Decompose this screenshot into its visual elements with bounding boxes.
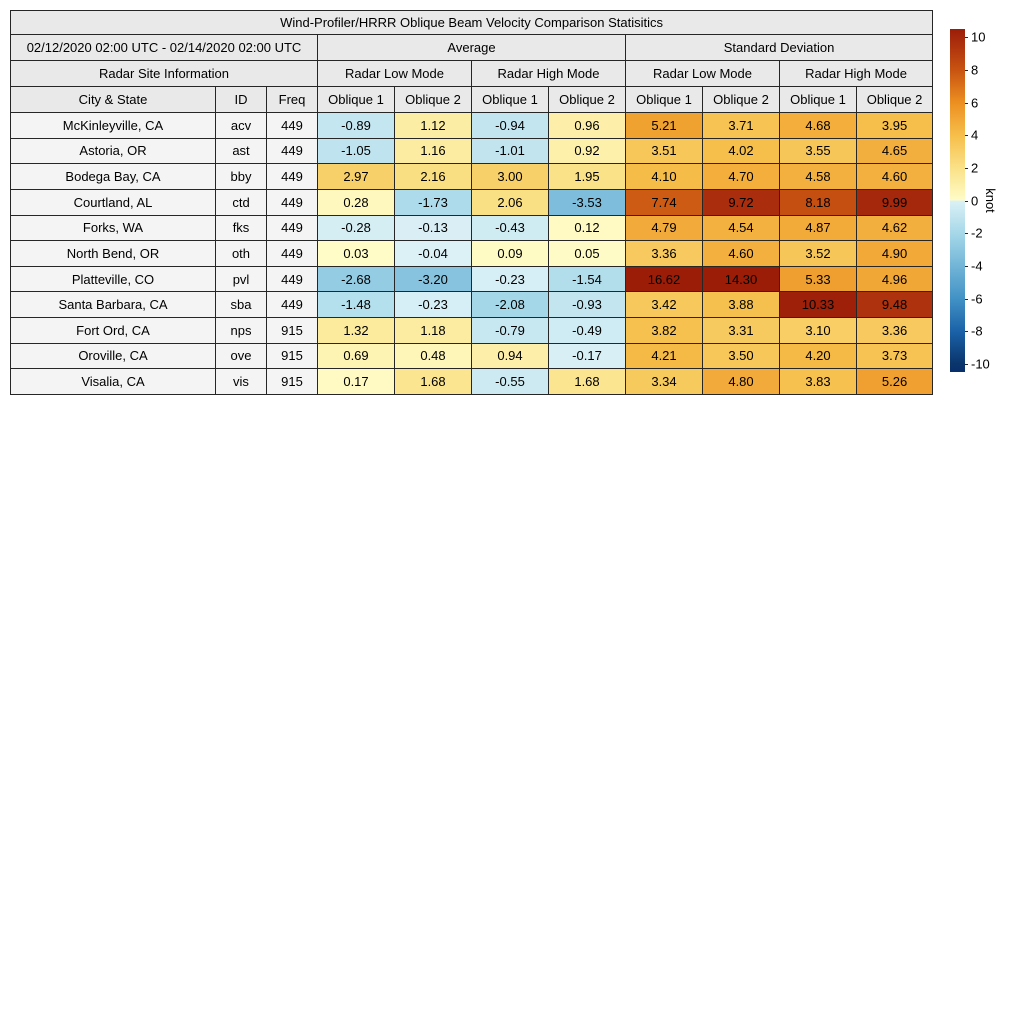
colorbar-tick-label: 2 bbox=[971, 160, 979, 176]
city-cell: North Bend, OR bbox=[11, 241, 216, 267]
colorbar-tick bbox=[965, 37, 968, 38]
value-cell: -0.23 bbox=[395, 292, 472, 318]
value-cell: -3.20 bbox=[395, 266, 472, 292]
value-cell: 2.16 bbox=[395, 164, 472, 190]
id-cell: ast bbox=[216, 138, 267, 164]
value-cell: 0.94 bbox=[472, 343, 549, 369]
value-cell: 1.16 bbox=[395, 138, 472, 164]
value-cell: 4.60 bbox=[857, 164, 933, 190]
table-row bbox=[11, 215, 933, 241]
colorbar-tick bbox=[965, 331, 968, 332]
id-cell: pvl bbox=[216, 266, 267, 292]
table-row bbox=[11, 113, 933, 139]
freq-cell: 915 bbox=[267, 369, 318, 395]
colorbar-tick bbox=[965, 70, 968, 71]
id-cell: ove bbox=[216, 343, 267, 369]
freq-cell: 449 bbox=[267, 241, 318, 267]
value-cell: 10.33 bbox=[780, 292, 857, 318]
freq-cell: 449 bbox=[267, 164, 318, 190]
table-row bbox=[11, 138, 933, 164]
colorbar-tick bbox=[965, 201, 968, 202]
table-row bbox=[11, 164, 933, 190]
oblique1-column-header: Oblique 1 bbox=[472, 87, 549, 113]
id-cell: fks bbox=[216, 215, 267, 241]
value-cell: 1.32 bbox=[318, 318, 395, 344]
colorbar-tick-label: -10 bbox=[971, 356, 990, 372]
value-cell: -1.05 bbox=[318, 138, 395, 164]
oblique1-column-header: Oblique 1 bbox=[626, 87, 703, 113]
value-cell: -0.49 bbox=[549, 318, 626, 344]
colorbar-tick-label: -8 bbox=[971, 323, 983, 339]
table-row bbox=[11, 189, 933, 215]
oblique-beam-velocity-table bbox=[10, 10, 933, 395]
std-low-mode-header: Radar Low Mode bbox=[626, 61, 780, 87]
value-cell: 1.18 bbox=[395, 318, 472, 344]
value-cell: -3.53 bbox=[549, 189, 626, 215]
column-header-row bbox=[11, 87, 933, 113]
colorbar-tick-label: -6 bbox=[971, 291, 983, 306]
value-cell: -0.04 bbox=[395, 241, 472, 267]
value-cell: 3.31 bbox=[703, 318, 780, 344]
freq-column-header: Freq bbox=[267, 87, 318, 113]
value-cell: 3.36 bbox=[626, 241, 703, 267]
id-cell: oth bbox=[216, 241, 267, 267]
oblique1-column-header: Oblique 1 bbox=[780, 87, 857, 113]
colorbar-tick-label: 10 bbox=[971, 29, 986, 45]
value-cell: -1.48 bbox=[318, 292, 395, 318]
value-cell: 0.09 bbox=[472, 241, 549, 267]
value-cell: -0.43 bbox=[472, 215, 549, 241]
value-cell: -0.94 bbox=[472, 113, 549, 139]
value-cell: 0.48 bbox=[395, 343, 472, 369]
freq-cell: 449 bbox=[267, 215, 318, 241]
statistics-table bbox=[10, 10, 933, 395]
value-cell: 0.28 bbox=[318, 189, 395, 215]
freq-cell: 449 bbox=[267, 138, 318, 164]
colorbar-unit-label: knot bbox=[982, 188, 998, 213]
freq-cell: 449 bbox=[267, 266, 318, 292]
value-cell: 3.88 bbox=[703, 292, 780, 318]
value-cell: 0.03 bbox=[318, 241, 395, 267]
value-cell: -0.79 bbox=[472, 318, 549, 344]
value-cell: 3.00 bbox=[472, 164, 549, 190]
value-cell: 0.92 bbox=[549, 138, 626, 164]
value-cell: 4.90 bbox=[857, 241, 933, 267]
value-cell: 7.74 bbox=[626, 189, 703, 215]
avg-low-mode-header: Radar Low Mode bbox=[318, 61, 472, 87]
value-cell: 0.69 bbox=[318, 343, 395, 369]
value-cell: 3.10 bbox=[780, 318, 857, 344]
colorbar-unit-label-wrap bbox=[980, 29, 1000, 372]
table-row bbox=[11, 318, 933, 344]
average-group-header: Average bbox=[318, 35, 626, 61]
id-cell: bby bbox=[216, 164, 267, 190]
value-cell: 3.42 bbox=[626, 292, 703, 318]
value-cell: 5.21 bbox=[626, 113, 703, 139]
value-cell: 3.55 bbox=[780, 138, 857, 164]
value-cell: 4.65 bbox=[857, 138, 933, 164]
value-cell: -0.89 bbox=[318, 113, 395, 139]
freq-cell: 449 bbox=[267, 292, 318, 318]
value-cell: 8.18 bbox=[780, 189, 857, 215]
colorbar-tick-label: -2 bbox=[971, 225, 983, 241]
colorbar-tick bbox=[965, 364, 968, 365]
colorbar-tick bbox=[965, 135, 968, 136]
oblique1-column-header: Oblique 1 bbox=[318, 87, 395, 113]
id-cell: vis bbox=[216, 369, 267, 395]
value-cell: 4.58 bbox=[780, 164, 857, 190]
value-cell: -0.17 bbox=[549, 343, 626, 369]
oblique2-column-header: Oblique 2 bbox=[549, 87, 626, 113]
mode-header-row bbox=[11, 61, 933, 87]
value-cell: -2.08 bbox=[472, 292, 549, 318]
value-cell: 4.79 bbox=[626, 215, 703, 241]
value-cell: 1.68 bbox=[395, 369, 472, 395]
colorbar-tick bbox=[965, 168, 968, 169]
std-dev-group-header: Standard Deviation bbox=[626, 35, 933, 61]
value-cell: 3.50 bbox=[703, 343, 780, 369]
value-cell: 0.05 bbox=[549, 241, 626, 267]
value-cell: 0.17 bbox=[318, 369, 395, 395]
oblique2-column-header: Oblique 2 bbox=[857, 87, 933, 113]
value-cell: 4.96 bbox=[857, 266, 933, 292]
table-row bbox=[11, 292, 933, 318]
value-cell: 3.34 bbox=[626, 369, 703, 395]
value-cell: 3.95 bbox=[857, 113, 933, 139]
table-row bbox=[11, 369, 933, 395]
value-cell: 3.83 bbox=[780, 369, 857, 395]
title-row bbox=[11, 11, 933, 35]
value-cell: -0.13 bbox=[395, 215, 472, 241]
city-cell: Fort Ord, CA bbox=[11, 318, 216, 344]
id-cell: ctd bbox=[216, 189, 267, 215]
value-cell: 3.36 bbox=[857, 318, 933, 344]
value-cell: 5.33 bbox=[780, 266, 857, 292]
value-cell: 9.72 bbox=[703, 189, 780, 215]
table-row bbox=[11, 241, 933, 267]
city-cell: Santa Barbara, CA bbox=[11, 292, 216, 318]
value-cell: 3.73 bbox=[857, 343, 933, 369]
colorbar-tick-label: 0 bbox=[971, 193, 979, 208]
colorbar-tick bbox=[965, 266, 968, 267]
value-cell: 14.30 bbox=[703, 266, 780, 292]
colorbar-tick-label: 8 bbox=[971, 62, 979, 78]
value-cell: 4.68 bbox=[780, 113, 857, 139]
freq-cell: 449 bbox=[267, 113, 318, 139]
value-cell: -1.73 bbox=[395, 189, 472, 215]
city-cell: Astoria, OR bbox=[11, 138, 216, 164]
colorbar-tick-label: 6 bbox=[971, 95, 979, 110]
value-cell: -2.68 bbox=[318, 266, 395, 292]
value-cell: -1.01 bbox=[472, 138, 549, 164]
value-cell: 4.54 bbox=[703, 215, 780, 241]
colorbar-gradient bbox=[950, 29, 965, 372]
value-cell: 3.52 bbox=[780, 241, 857, 267]
city-cell: Bodega Bay, CA bbox=[11, 164, 216, 190]
value-cell: -0.55 bbox=[472, 369, 549, 395]
colorbar-tick bbox=[965, 103, 968, 104]
value-cell: 4.21 bbox=[626, 343, 703, 369]
value-cell: 2.06 bbox=[472, 189, 549, 215]
value-cell: 2.97 bbox=[318, 164, 395, 190]
std-high-mode-header: Radar High Mode bbox=[780, 61, 933, 87]
value-cell: 1.68 bbox=[549, 369, 626, 395]
value-cell: 3.71 bbox=[703, 113, 780, 139]
table-row bbox=[11, 266, 933, 292]
freq-cell: 915 bbox=[267, 343, 318, 369]
value-cell: 4.87 bbox=[780, 215, 857, 241]
colorbar-tick-label: -4 bbox=[971, 258, 983, 274]
value-cell: 9.99 bbox=[857, 189, 933, 215]
id-column-header: ID bbox=[216, 87, 267, 113]
value-cell: 4.10 bbox=[626, 164, 703, 190]
freq-cell: 449 bbox=[267, 189, 318, 215]
value-cell: 1.95 bbox=[549, 164, 626, 190]
radar-site-info-header: Radar Site Information bbox=[11, 61, 318, 87]
avg-high-mode-header: Radar High Mode bbox=[472, 61, 626, 87]
date-range-cell: 02/12/2020 02:00 UTC - 02/14/2020 02:00 UTC bbox=[11, 35, 318, 61]
value-cell: -0.23 bbox=[472, 266, 549, 292]
freq-cell: 915 bbox=[267, 318, 318, 344]
table-row bbox=[11, 343, 933, 369]
value-cell: 4.60 bbox=[703, 241, 780, 267]
value-cell: -0.93 bbox=[549, 292, 626, 318]
value-cell: 3.82 bbox=[626, 318, 703, 344]
oblique2-column-header: Oblique 2 bbox=[395, 87, 472, 113]
value-cell: 4.62 bbox=[857, 215, 933, 241]
city-cell: Forks, WA bbox=[11, 215, 216, 241]
id-cell: nps bbox=[216, 318, 267, 344]
city-cell: Oroville, CA bbox=[11, 343, 216, 369]
value-cell: 5.26 bbox=[857, 369, 933, 395]
city-cell: Visalia, CA bbox=[11, 369, 216, 395]
value-cell: 1.12 bbox=[395, 113, 472, 139]
colorbar bbox=[950, 29, 1020, 372]
colorbar-tick bbox=[965, 233, 968, 234]
city-cell: McKinleyville, CA bbox=[11, 113, 216, 139]
colorbar-tick bbox=[965, 299, 968, 300]
value-cell: 0.96 bbox=[549, 113, 626, 139]
value-cell: 4.70 bbox=[703, 164, 780, 190]
table-title: Wind-Profiler/HRRR Oblique Beam Velocity Comparison Statisitics bbox=[11, 11, 933, 35]
value-cell: -1.54 bbox=[549, 266, 626, 292]
group-header-row bbox=[11, 35, 933, 61]
table-body bbox=[11, 113, 933, 395]
colorbar-tick-label: 4 bbox=[971, 127, 979, 143]
oblique2-column-header: Oblique 2 bbox=[703, 87, 780, 113]
id-cell: acv bbox=[216, 113, 267, 139]
value-cell: 3.51 bbox=[626, 138, 703, 164]
value-cell: -0.28 bbox=[318, 215, 395, 241]
value-cell: 16.62 bbox=[626, 266, 703, 292]
value-cell: 4.20 bbox=[780, 343, 857, 369]
value-cell: 4.80 bbox=[703, 369, 780, 395]
id-cell: sba bbox=[216, 292, 267, 318]
value-cell: 0.12 bbox=[549, 215, 626, 241]
value-cell: 9.48 bbox=[857, 292, 933, 318]
city-cell: Courtland, AL bbox=[11, 189, 216, 215]
city-state-column-header: City & State bbox=[11, 87, 216, 113]
city-cell: Platteville, CO bbox=[11, 266, 216, 292]
value-cell: 4.02 bbox=[703, 138, 780, 164]
